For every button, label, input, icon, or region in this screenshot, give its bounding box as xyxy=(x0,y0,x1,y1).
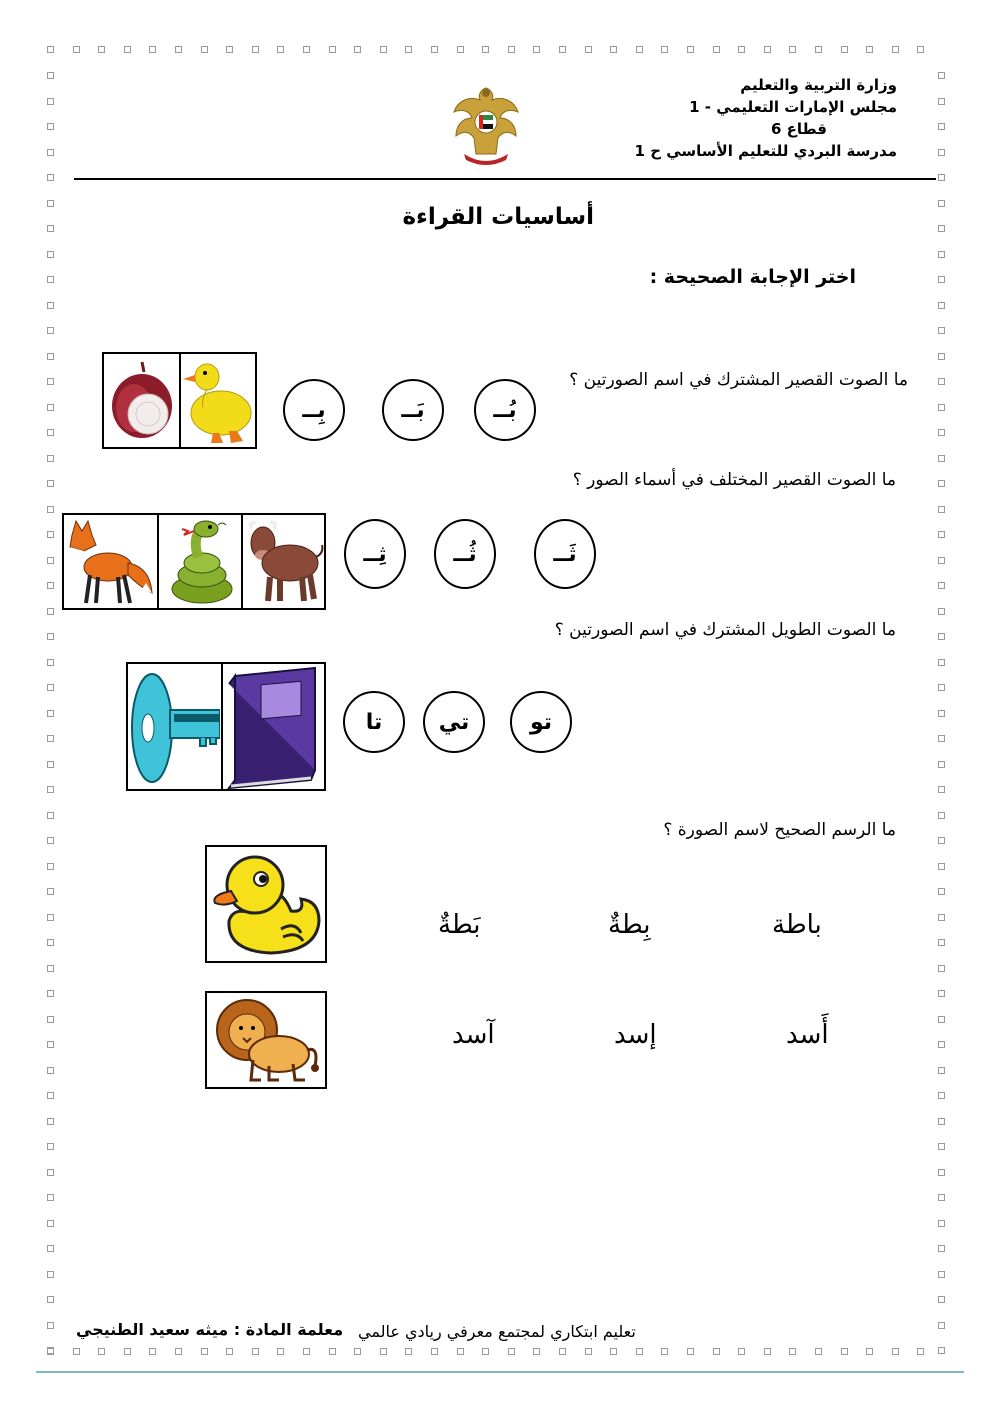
border-square xyxy=(47,582,54,589)
q3-option-2[interactable]: تي xyxy=(423,691,485,753)
border-square xyxy=(47,1194,54,1201)
border-square xyxy=(938,1194,945,1201)
border-square xyxy=(938,225,945,232)
border-square xyxy=(252,46,259,53)
question-4-text: ما الرسم الصحيح لاسم الصورة ؟ xyxy=(663,820,896,840)
border-square xyxy=(938,302,945,309)
border-square xyxy=(73,46,80,53)
border-square xyxy=(47,455,54,462)
border-square xyxy=(277,46,284,53)
border-square xyxy=(47,531,54,538)
header-block xyxy=(597,74,897,162)
border-square xyxy=(47,1322,54,1329)
border-square xyxy=(938,378,945,385)
key-icon xyxy=(130,668,220,788)
border-square xyxy=(938,965,945,972)
q4-row2-choice-2[interactable]: إسد xyxy=(614,1020,657,1050)
border-square xyxy=(661,46,668,53)
border-square xyxy=(47,123,54,130)
border-square xyxy=(938,1271,945,1278)
border-square xyxy=(482,46,489,53)
border-square xyxy=(124,46,131,53)
border-square xyxy=(508,1348,515,1355)
border-square xyxy=(47,1271,54,1278)
border-square xyxy=(866,1348,873,1355)
border-square xyxy=(764,46,771,53)
border-square xyxy=(585,46,592,53)
snake-icon xyxy=(162,517,238,607)
header-rule xyxy=(74,178,936,180)
border-square xyxy=(938,455,945,462)
border-square xyxy=(938,684,945,691)
border-square xyxy=(938,710,945,717)
q2-option-3[interactable]: ثِــ xyxy=(344,519,406,589)
border-square xyxy=(47,72,54,79)
border-square xyxy=(47,1347,54,1354)
border-square xyxy=(938,863,945,870)
border-square xyxy=(47,404,54,411)
q4-row2-picture xyxy=(205,991,327,1089)
border-square xyxy=(938,939,945,946)
border-square xyxy=(47,251,54,258)
border-square xyxy=(47,863,54,870)
q4-row1-picture xyxy=(205,845,327,963)
border-square xyxy=(938,429,945,436)
border-square xyxy=(938,1118,945,1125)
border-square xyxy=(938,1041,945,1048)
border-square xyxy=(661,1348,668,1355)
border-square xyxy=(457,1348,464,1355)
border-square xyxy=(938,174,945,181)
border-square xyxy=(938,990,945,997)
border-square xyxy=(47,761,54,768)
border-square xyxy=(47,1118,54,1125)
border-square xyxy=(457,46,464,53)
onion-icon xyxy=(108,358,176,444)
border-square xyxy=(47,1067,54,1074)
border-square xyxy=(938,812,945,819)
border-square xyxy=(938,761,945,768)
border-square xyxy=(47,659,54,666)
ministry-line: وزارة التربية والتعليم xyxy=(740,76,897,94)
question-1-text: ما الصوت القصير المشترك في اسم الصورتين ؟ xyxy=(569,370,908,390)
border-square xyxy=(938,914,945,921)
border-square xyxy=(175,46,182,53)
duck-icon xyxy=(183,357,255,447)
border-square xyxy=(47,888,54,895)
border-square xyxy=(47,710,54,717)
border-square xyxy=(47,353,54,360)
border-square xyxy=(47,174,54,181)
footer-teacher: معلمة المادة : ميثه سعيد الطنيجي xyxy=(76,1320,344,1339)
bull-icon xyxy=(244,517,324,607)
border-square xyxy=(98,46,105,53)
bottom-rule xyxy=(36,1371,964,1373)
uae-emblem-icon xyxy=(450,78,522,168)
border-square xyxy=(303,46,310,53)
q2-picture-box xyxy=(62,513,326,610)
border-square xyxy=(47,506,54,513)
border-square xyxy=(938,404,945,411)
border-square xyxy=(47,302,54,309)
border-square xyxy=(47,46,54,53)
border-square xyxy=(201,1348,208,1355)
border-square xyxy=(47,965,54,972)
border-square xyxy=(713,1348,720,1355)
border-square xyxy=(47,1296,54,1303)
duckling-icon xyxy=(211,851,323,959)
border-square xyxy=(47,1143,54,1150)
border-square xyxy=(815,1348,822,1355)
border-square xyxy=(47,633,54,640)
border-square xyxy=(892,1348,899,1355)
border-square xyxy=(938,608,945,615)
border-square xyxy=(938,98,945,105)
border-square xyxy=(938,327,945,334)
border-square xyxy=(938,1016,945,1023)
q1-picture-box xyxy=(102,352,257,449)
border-square xyxy=(124,1348,131,1355)
border-square xyxy=(938,1220,945,1227)
border-square xyxy=(47,812,54,819)
border-square xyxy=(713,46,720,53)
border-square xyxy=(482,1348,489,1355)
border-square xyxy=(938,633,945,640)
q3-picture-box xyxy=(126,662,326,791)
fox-icon xyxy=(66,517,154,607)
border-square xyxy=(938,1067,945,1074)
border-square xyxy=(585,1348,592,1355)
sector-line: قطاع 6 xyxy=(771,120,827,138)
border-square xyxy=(938,582,945,589)
border-square xyxy=(533,1348,540,1355)
border-square xyxy=(938,531,945,538)
border-square xyxy=(98,1348,105,1355)
q1-option-2[interactable]: بَــ xyxy=(382,379,444,441)
border-square xyxy=(201,46,208,53)
border-square xyxy=(47,327,54,334)
border-square xyxy=(841,46,848,53)
border-square xyxy=(636,46,643,53)
border-square xyxy=(687,1348,694,1355)
q4-row1-choice-2[interactable]: بِطةٌ xyxy=(608,910,651,940)
border-square xyxy=(892,46,899,53)
border-square xyxy=(252,1348,259,1355)
border-square xyxy=(47,1092,54,1099)
question-3-text: ما الصوت الطويل المشترك في اسم الصورتين ؟ xyxy=(554,620,896,640)
border-square xyxy=(938,276,945,283)
border-square xyxy=(175,1348,182,1355)
border-square xyxy=(738,1348,745,1355)
border-square xyxy=(431,46,438,53)
border-square xyxy=(354,46,361,53)
border-square xyxy=(226,1348,233,1355)
border-square xyxy=(380,46,387,53)
border-square xyxy=(47,1169,54,1176)
border-square xyxy=(559,1348,566,1355)
q3-option-3[interactable]: تا xyxy=(343,691,405,753)
border-square xyxy=(47,1041,54,1048)
border-square xyxy=(329,1348,336,1355)
council-line: مجلس الإمارات التعليمي - 1 xyxy=(689,98,897,116)
border-square xyxy=(938,72,945,79)
lion-icon xyxy=(213,996,323,1086)
q3-option-1[interactable]: تو xyxy=(510,691,572,753)
q4-row2-choice-1[interactable]: أَسد xyxy=(786,1020,829,1050)
border-square xyxy=(149,1348,156,1355)
q4-row2-choice-3[interactable]: آسد xyxy=(452,1020,495,1050)
border-square xyxy=(226,46,233,53)
border-square xyxy=(687,46,694,53)
border-square xyxy=(938,149,945,156)
border-square xyxy=(841,1348,848,1355)
border-square xyxy=(938,1169,945,1176)
border-square xyxy=(938,251,945,258)
border-square xyxy=(303,1348,310,1355)
border-square xyxy=(405,46,412,53)
border-square xyxy=(938,506,945,513)
border-square xyxy=(789,46,796,53)
border-square xyxy=(559,46,566,53)
border-square xyxy=(636,1348,643,1355)
border-square xyxy=(764,1348,771,1355)
school-line: مدرسة البردي للتعليم الأساسي ح 1 xyxy=(634,142,897,160)
footer-motto: تعليم ابتكاري لمجتمع معرفي ريادي عالمي xyxy=(358,1322,636,1341)
q1-option-1[interactable]: بُــ xyxy=(474,379,536,441)
book-icon xyxy=(225,666,325,790)
border-square xyxy=(149,46,156,53)
border-square xyxy=(380,1348,387,1355)
q4-row1-choice-3[interactable]: بَطةٌ xyxy=(438,910,481,940)
q1-option-3[interactable]: بِــ xyxy=(283,379,345,441)
border-square xyxy=(47,149,54,156)
border-square xyxy=(47,1220,54,1227)
border-square xyxy=(866,46,873,53)
border-square xyxy=(917,1348,924,1355)
border-square xyxy=(938,659,945,666)
border-square xyxy=(610,1348,617,1355)
border-square xyxy=(47,225,54,232)
border-square xyxy=(938,786,945,793)
border-square xyxy=(47,557,54,564)
border-square xyxy=(329,46,336,53)
border-square xyxy=(938,123,945,130)
border-square xyxy=(47,480,54,487)
border-square xyxy=(47,939,54,946)
border-square xyxy=(47,276,54,283)
border-square xyxy=(405,1348,412,1355)
question-2-text: ما الصوت القصير المختلف في أسماء الصور ؟ xyxy=(572,470,896,490)
border-square xyxy=(47,684,54,691)
border-square xyxy=(938,480,945,487)
border-square xyxy=(47,200,54,207)
border-square xyxy=(508,46,515,53)
border-square xyxy=(938,200,945,207)
border-square xyxy=(47,1245,54,1252)
border-square xyxy=(815,46,822,53)
border-square xyxy=(47,608,54,615)
border-square xyxy=(938,1092,945,1099)
border-square xyxy=(789,1348,796,1355)
border-square xyxy=(938,1143,945,1150)
border-square xyxy=(73,1348,80,1355)
border-square xyxy=(277,1348,284,1355)
border-square xyxy=(47,98,54,105)
border-square xyxy=(938,1296,945,1303)
border-square xyxy=(938,735,945,742)
border-square xyxy=(47,914,54,921)
border-square xyxy=(47,990,54,997)
border-square xyxy=(938,1322,945,1329)
border-square xyxy=(938,888,945,895)
border-square xyxy=(47,429,54,436)
q2-option-2[interactable]: ثُــ xyxy=(434,519,496,589)
border-square xyxy=(938,1245,945,1252)
border-square xyxy=(938,837,945,844)
border-square xyxy=(47,735,54,742)
border-square xyxy=(47,786,54,793)
border-square xyxy=(354,1348,361,1355)
q4-row1-choice-1[interactable]: باطة xyxy=(772,910,822,940)
border-square xyxy=(533,46,540,53)
border-square xyxy=(431,1348,438,1355)
border-square xyxy=(917,46,924,53)
border-square xyxy=(938,557,945,564)
border-square xyxy=(47,1016,54,1023)
border-square xyxy=(47,837,54,844)
border-square xyxy=(738,46,745,53)
page-title: أساسيات القراءة xyxy=(402,204,594,230)
q2-option-1[interactable]: ثَــ xyxy=(534,519,596,589)
border-square xyxy=(47,378,54,385)
border-square xyxy=(938,1347,945,1354)
border-square xyxy=(610,46,617,53)
border-square xyxy=(938,353,945,360)
instruction-text: اختر الإجابة الصحيحة : xyxy=(649,266,856,288)
